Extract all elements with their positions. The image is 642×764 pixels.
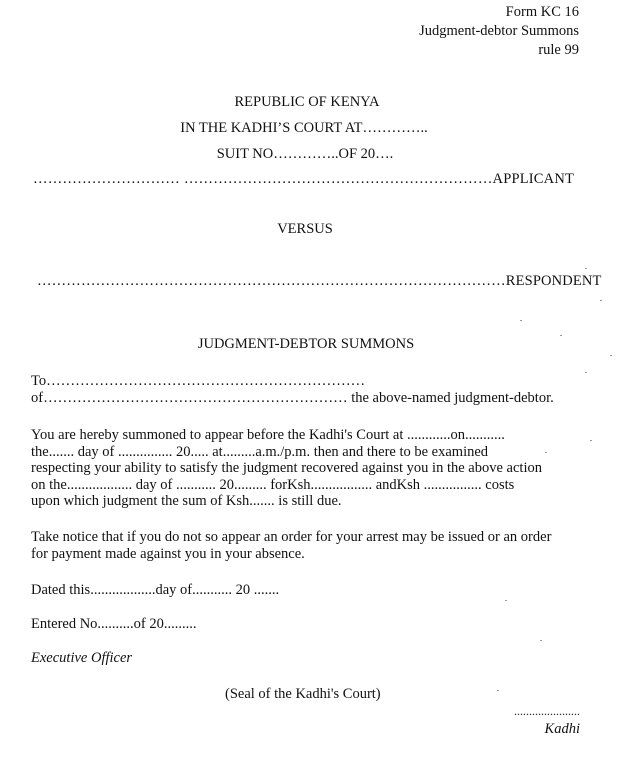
summons-title: JUDGMENT-DEBTOR SUMMONS [197,336,415,352]
entered-line: Entered No..........of 20......... [31,616,197,632]
addressee-of: of……………………………………………………… the above-named judgment-debtor. [31,390,554,406]
form-number: Form KC 16 [505,4,579,20]
seal-label: (Seal of the Kadhi's Court) [225,686,381,702]
body-line: on the.................. day of ........... 20......... forKsh................. andKsh ................ costs [31,476,515,493]
body-line: the....... day of ............... 20..... at.........a.m./p.m. then and there to be examined [31,443,489,460]
versus-label: VERSUS [277,221,333,237]
addressee-to: To………………………………………………………… [31,373,366,389]
dated-line: Dated this..................day of........... 20 ....... [31,582,280,598]
notice-line: for payment made against you in your absence. [31,545,305,562]
form-title: Judgment-debtor Summons [419,23,579,39]
applicant-line: ………………………… ………………………………………………………APPLICANT [33,171,575,187]
body-line: upon which judgment the sum of Ksh....... is still due. [31,493,342,509]
form-rule: rule 99 [538,42,579,58]
signature-line: ...................... [514,704,580,718]
kadhi-label: Kadhi [544,721,580,737]
court-heading: IN THE KADHI’S COURT AT………….. [180,120,428,136]
summons-body [31,427,591,510]
body-line: You are hereby summoned to appear before the Kadhi's Court at ............on........... [31,427,505,443]
executive-officer-label: Executive Officer [31,650,133,666]
notice-paragraph [31,529,591,562]
suit-number: SUIT NO…………..OF 20…. [216,146,394,162]
respondent-line: ……………………………………………………………………………………RESPONDENT [37,273,602,289]
notice-line: Take notice that if you do not so appear an order for your arrest may be issued or an order [31,529,552,545]
republic-heading: REPUBLIC OF KENYA [234,94,380,110]
body-line: respecting your ability to satisfy the judgment recovered against you in the above action [31,460,542,476]
